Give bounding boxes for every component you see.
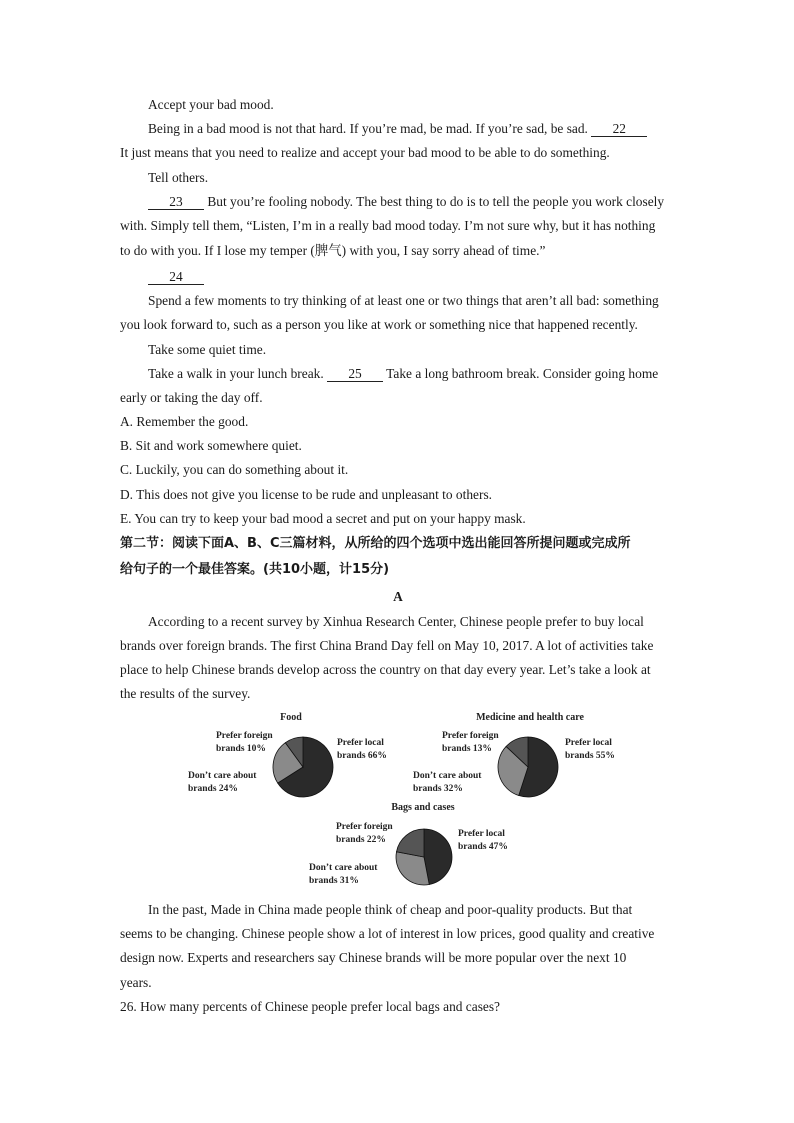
- answer-blank-25[interactable]: 25: [327, 367, 383, 382]
- answer-blank-22[interactable]: 22: [591, 122, 647, 137]
- para-line: Spend a few moments to try thinking of at least one or two things that aren’t all bad: something: [148, 293, 659, 308]
- label-line: Don’t care about: [188, 771, 257, 781]
- para-line: It just means that you need to realize and accept your bad mood to be able to do something.: [120, 145, 610, 160]
- slice-label: [337, 738, 387, 761]
- label-line: brands 22%: [336, 835, 386, 845]
- option-a: A. Remember the good.: [120, 414, 249, 429]
- para-line: seems to be changing. Chinese people show a lot of interest in low prices, good quality and creative: [120, 926, 655, 941]
- chart-title: Food: [280, 712, 302, 723]
- passage-label: A: [393, 589, 403, 604]
- slice-label: [442, 731, 499, 754]
- para-line: years.: [120, 975, 152, 990]
- label-line: Don’t care about: [413, 771, 482, 781]
- section-instruction: 给句子的一个最佳答案。(共10小题，计15分): [120, 562, 390, 577]
- para-line: [148, 365, 676, 383]
- pie-chart-medicine: [413, 712, 615, 797]
- label-line: brands 13%: [442, 744, 492, 754]
- pie-chart-bags: [309, 802, 508, 886]
- para-line: place to help Chinese brands develop across the country on that day every year. Let’s take a look at: [120, 662, 651, 677]
- para-text: Take a walk in your lunch break.: [148, 366, 324, 381]
- section-instruction: 第二节：阅读下面A、B、C三篇材料，从所给的四个选项中选出能回答所提问题或完成所: [120, 536, 631, 551]
- para-line: design now. Experts and researchers say Chinese brands will be more popular over the next 10: [120, 950, 627, 965]
- chart-title: Medicine and health care: [476, 712, 584, 723]
- heading-quiet-time: Take some quiet time.: [148, 342, 267, 357]
- slice-label: [458, 829, 508, 852]
- pie-slice: [397, 829, 425, 857]
- slice-label: [336, 822, 393, 845]
- pie-slice: [424, 829, 452, 885]
- answer-blank-23[interactable]: 23: [148, 195, 204, 210]
- label-line: brands 66%: [337, 751, 387, 761]
- option-e: E. You can try to keep your bad mood a secret and put on your happy mask.: [120, 511, 526, 526]
- question-26: 26. How many percents of Chinese people prefer local bags and cases?: [120, 999, 501, 1014]
- label-line: Prefer foreign: [442, 731, 499, 741]
- label-line: Prefer foreign: [336, 822, 393, 832]
- label-line: Don’t care about: [309, 863, 378, 873]
- label-line: brands 47%: [458, 842, 508, 852]
- para-line: you look forward to, such as a person you like at work or something nice that happened recently.: [120, 317, 638, 332]
- label-line: Prefer local: [458, 829, 505, 839]
- slice-label: [413, 771, 482, 794]
- option-d: D. This does not give you license to be rude and unpleasant to others.: [120, 487, 493, 502]
- label-line: brands 55%: [565, 751, 615, 761]
- survey-pie-charts: [180, 705, 640, 895]
- label-line: brands 31%: [309, 876, 359, 886]
- para-line: brands over foreign brands. The first China Brand Day fell on May 10, 2017. A lot of activities take: [120, 638, 654, 653]
- slice-label: [216, 731, 273, 754]
- label-line: brands 32%: [413, 784, 463, 794]
- label-line: Prefer local: [565, 738, 612, 748]
- pie-chart-food: [188, 712, 387, 797]
- para-line: According to a recent survey by Xinhua Research Center, Chinese people prefer to buy local: [148, 614, 644, 629]
- para-line: [148, 193, 676, 211]
- para-line: to do with you. If I lose my temper (脾气) with you, I say sorry ahead of time.”: [120, 243, 546, 258]
- para-line: the results of the survey.: [120, 686, 251, 701]
- para-line: with. Simply tell them, “Listen, I’m in a really bad mood today. I’m not sure why, but it has nothing: [120, 218, 656, 233]
- label-line: brands 24%: [188, 784, 238, 794]
- para-text: Take a long bathroom break. Consider going home: [386, 366, 659, 381]
- para-text: Being in a bad mood is not that hard. If you’re mad, be mad. If you’re sad, be sad.: [148, 121, 588, 136]
- para-line: early or taking the day off.: [120, 390, 263, 405]
- chart-title: Bags and cases: [391, 802, 455, 813]
- para-text: But you’re fooling nobody. The best thing to do is to tell the people you work closely: [207, 194, 665, 209]
- slice-label: [188, 771, 257, 794]
- heading-blank-24: [148, 268, 676, 286]
- label-line: Prefer local: [337, 738, 384, 748]
- slice-label: [309, 863, 378, 886]
- option-c: C. Luckily, you can do something about it.: [120, 462, 349, 477]
- label-line: Prefer foreign: [216, 731, 273, 741]
- para-line: [148, 120, 676, 138]
- slice-label: [565, 738, 615, 761]
- label-line: brands 10%: [216, 744, 266, 754]
- para-line: In the past, Made in China made people think of cheap and poor-quality products. But that: [148, 902, 633, 917]
- option-b: B. Sit and work somewhere quiet.: [120, 438, 302, 453]
- heading-tell-others: Tell others.: [148, 170, 209, 185]
- heading-accept-mood: Accept your bad mood.: [148, 97, 274, 112]
- answer-blank-24[interactable]: 24: [148, 270, 204, 285]
